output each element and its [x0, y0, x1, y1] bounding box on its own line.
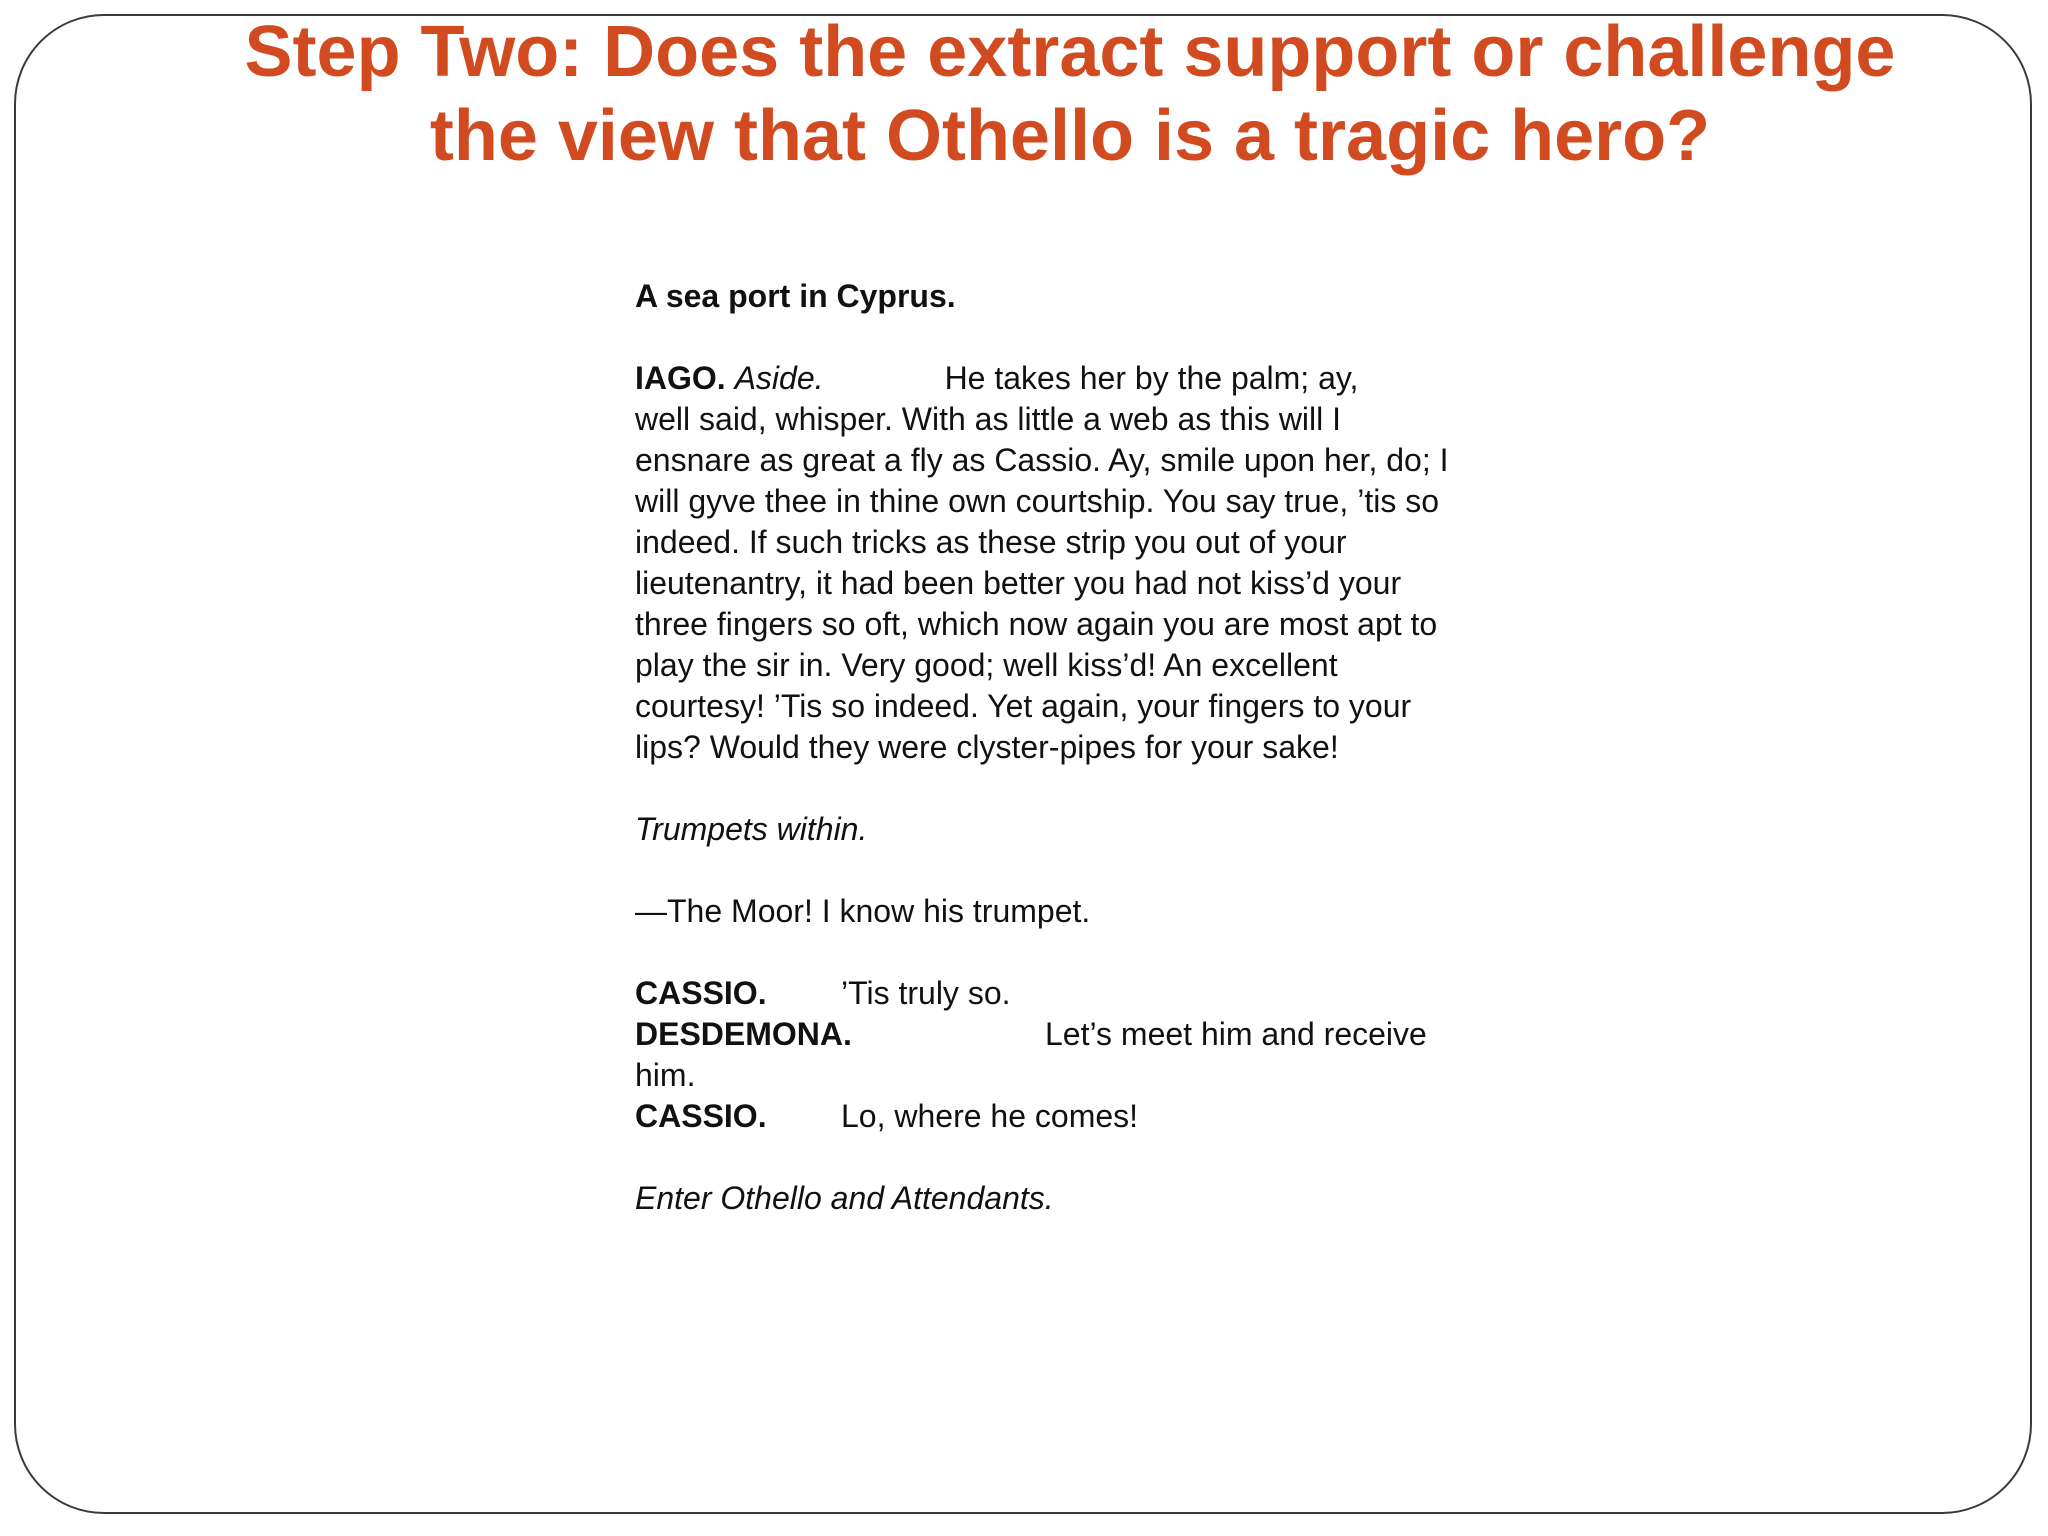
spacer	[635, 1137, 1535, 1178]
iago-line: play the sir in. Very good; well kiss’d! An excellent	[635, 647, 1338, 683]
spacer	[635, 850, 1535, 891]
stage-direction-enter: Enter Othello and Attendants.	[635, 1180, 1054, 1216]
desdemona-continuation: him.	[635, 1057, 696, 1093]
iago-line: three fingers so oft, which now again you are most apt to	[635, 606, 1438, 642]
iago-speech-first-line	[635, 358, 1535, 399]
speaker-iago: IAGO.	[635, 360, 726, 396]
iago-line: ensnare as great a fly as Cassio. Ay, smile upon her, do; I	[635, 442, 1449, 478]
iago-line: lips? Would they were clyster-pipes for your sake!	[635, 729, 1339, 765]
moor-line: —The Moor! I know his trumpet.	[635, 893, 1091, 929]
desdemona-speech	[635, 1014, 1535, 1055]
cassio-line: ’Tis truly so.	[841, 975, 1011, 1011]
title-line-1: Step Two: Does the extract support or challenge	[244, 12, 1896, 92]
spacer	[635, 932, 1535, 973]
cassio-speech-2	[635, 1096, 1535, 1137]
stage-direction-aside: Aside.	[734, 360, 824, 396]
iago-line: well said, whisper. With as little a web as this will I	[635, 401, 1342, 437]
spacer	[635, 768, 1535, 809]
spacer	[635, 317, 1535, 358]
iago-line: courtesy! ’Tis so indeed. Yet again, your fingers to your	[635, 688, 1412, 724]
title-line-2: the view that Othello is a tragic hero?	[429, 96, 1711, 176]
iago-line: will gyve thee in thine own courtship. You say true, ’tis so	[635, 483, 1439, 519]
speaker-cassio: CASSIO.	[635, 975, 767, 1011]
slide-title	[140, 10, 2000, 178]
speaker-cassio: CASSIO.	[635, 1098, 767, 1134]
setting-line: A sea port in Cyprus.	[635, 278, 956, 314]
stage-direction-trumpets: Trumpets within.	[635, 811, 868, 847]
cassio-line: Lo, where he comes!	[841, 1098, 1139, 1134]
iago-line: indeed. If such tricks as these strip you out of your	[635, 524, 1347, 560]
play-extract	[635, 276, 1535, 1219]
desdemona-line: Let’s meet him and receive	[1045, 1016, 1427, 1052]
iago-line: He takes her by the palm; ay,	[944, 360, 1359, 396]
cassio-speech-1	[635, 973, 1535, 1014]
iago-line: lieutenantry, it had been better you had not kiss’d your	[635, 565, 1402, 601]
speaker-desdemona: DESDEMONA.	[635, 1016, 852, 1052]
